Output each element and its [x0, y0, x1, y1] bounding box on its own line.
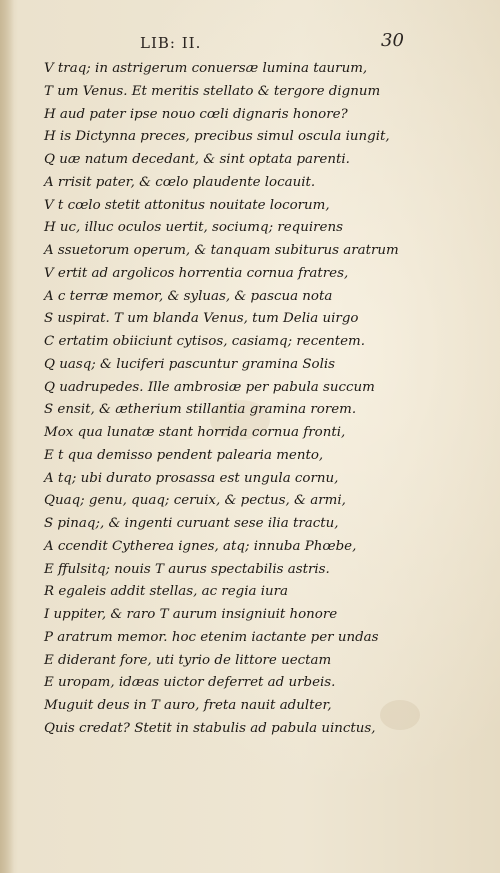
verse-line: Muguit deus in T auro, freta nauit adulter,: [44, 698, 332, 713]
verse-line: Q uasq; & luciferi pascuntur gramina Solis: [44, 356, 336, 372]
verse-line: A ccendit Cytherea ignes, atq; innuba Phœbe,: [44, 538, 357, 554]
verse-line: E t qua demisso pendent palearia mento,: [44, 447, 324, 463]
verse-line: E uropam, idæas uictor deferret ad urbeis.: [44, 675, 336, 691]
verse-line: E ffulsitq; nouis T aurus spectabilis astris.: [44, 561, 330, 577]
verse-line: Quis credat? Stetit in stabulis ad pabula uinctus,: [44, 720, 376, 736]
verse-line: V t cœlo stetit attonitus nouitate locorum,: [44, 197, 330, 213]
verse-line: S pinaq;, & ingenti curuant sese ilia tractu,: [44, 516, 339, 531]
page-number: 30: [381, 30, 404, 51]
verse-line: H uc, illuc oculos uertit, sociumq; requirens: [44, 220, 343, 236]
verse-line: T um Venus. Et meritis stellato & tergore dignum: [44, 83, 381, 99]
verse-line: S uspirat. T um blanda Venus, tum Delia uirgo: [44, 311, 359, 327]
verse-line: A rrisit pater, & cœlo plaudente locauit.: [44, 174, 316, 190]
verse-line: S ensit, & ætherium stillantia gramina rorem.: [44, 402, 357, 418]
verse-line: I uppiter, & raro T aurum insigniuit honore: [44, 607, 338, 622]
verse-line: A c terræ memor, & syluas, & pascua nota: [44, 288, 333, 304]
running-head: LIB: II.: [140, 34, 202, 52]
verse-line: C ertatim obiiciunt cytisos, casiamq; recentem.: [44, 334, 366, 349]
verse-line: E diderant fore, uti tyrio de littore uectam: [44, 652, 332, 668]
verse-block: [44, 58, 464, 741]
verse-line: A tq; ubi durato prosassa est ungula cornu,: [44, 470, 339, 486]
verse-line: Q uæ natum decedant, & sint optata parenti.: [44, 152, 350, 167]
page-gutter-shadow: [0, 0, 14, 873]
verse-line: H aud pater ipse nouo cœli dignaris honore?: [44, 106, 348, 122]
verse-line: Mox qua lunatæ stant horrida cornua fronti,: [44, 425, 346, 440]
verse-line: V traq; in astrigerum conuersæ lumina taurum,: [44, 61, 368, 76]
verse-line: Quaq; genu, quaq; ceruix, & pectus, & armi,: [44, 493, 346, 509]
verse-line: A ssuetorum operum, & tanquam subiturus aratrum: [44, 243, 399, 258]
verse-line: R egaleis addit stellas, ac regia iura: [44, 584, 289, 600]
verse-line: Q uadrupedes. Ille ambrosiæ per pabula succum: [44, 379, 375, 395]
verse-line: V ertit ad argolicos horrentia cornua fratres,: [44, 265, 349, 281]
verse-line: P aratrum memor. hoc etenim iactante per undas: [44, 629, 379, 645]
verse-line: H is Dictynna preces, precibus simul oscula iungit,: [44, 129, 390, 145]
